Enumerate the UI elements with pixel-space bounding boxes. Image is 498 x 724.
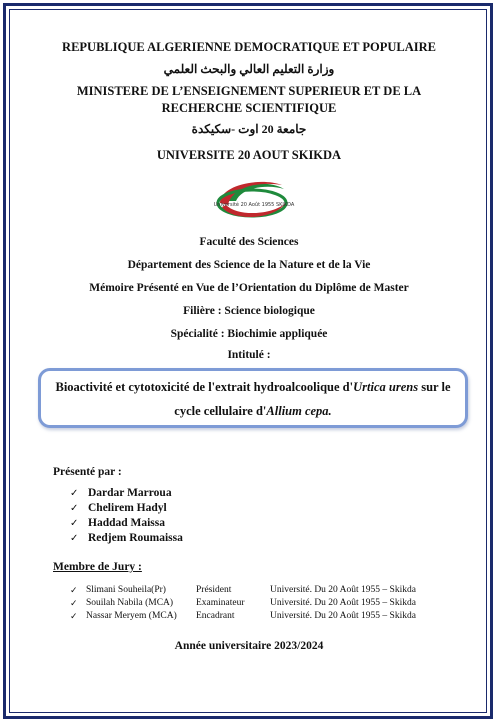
- check-icon: ✓: [70, 488, 79, 499]
- check-icon: ✓: [70, 611, 78, 621]
- check-icon: ✓: [70, 585, 78, 595]
- table-row: [70, 597, 470, 610]
- check-icon: ✓: [70, 533, 79, 544]
- filiere: Filière : Science biologique: [183, 305, 315, 317]
- ministry-line-1: MINISTERE DE L’ENSEIGNEMENT SUPERIEUR ET DE LA: [76, 84, 422, 98]
- jury-member-name: Nassar Meryem (MCA): [86, 611, 177, 621]
- authors-list: [70, 486, 183, 546]
- republic-heading: REPUBLIQUE ALGERIENNE DEMOCRATIQUE ET POPULAIRE: [62, 40, 436, 54]
- jury-member-university: Université. Du 20 Août 1955 – Skikda: [270, 585, 416, 595]
- list-item: [70, 516, 183, 531]
- jury-member-name: Souilah Nabila (MCA): [86, 598, 174, 608]
- department: Département des Science de la Nature et de la Vie: [127, 259, 371, 271]
- check-icon: ✓: [70, 518, 79, 529]
- author-name: Haddad Maissa: [88, 517, 166, 529]
- ministry-arabic: وزارة التعليم العالي والبحث العلمي: [163, 62, 335, 76]
- thesis-title-box: [38, 368, 468, 428]
- jury-member-name: Slimani Souheila(Pr): [86, 585, 166, 595]
- author-name: Chelirem Hadyl: [88, 502, 167, 514]
- jury-table: [70, 584, 470, 623]
- title-species-2: Allium cepa.: [266, 404, 332, 418]
- logo-text: Université 20 Août 1955 SKIKDA: [213, 202, 295, 208]
- check-icon: ✓: [70, 598, 78, 608]
- author-name: Dardar Marroua: [88, 487, 172, 499]
- faculty: Faculté des Sciences: [199, 236, 299, 248]
- title-species-1: Urtica urens: [353, 380, 419, 394]
- university-name: UNIVERSITE 20 AOUT SKIKDA: [156, 148, 342, 162]
- ministry-line-2: RECHERCHE SCIENTIFIQUE: [161, 101, 337, 115]
- memoire-statement: Mémoire Présenté en Vue de l’Orientation du Diplôme de Master: [89, 282, 409, 294]
- table-row: [70, 584, 470, 597]
- jury-heading: Membre de Jury :: [53, 561, 142, 573]
- list-item: [70, 501, 183, 516]
- jury-member-role: Encadrant: [196, 611, 235, 621]
- presente-par-heading: Présenté par :: [53, 466, 122, 478]
- list-item: [70, 531, 183, 546]
- table-row: [70, 610, 470, 623]
- check-icon: ✓: [70, 503, 79, 514]
- jury-member-university: Université. Du 20 Août 1955 – Skikda: [270, 611, 416, 621]
- specialite: Spécialité : Biochimie appliquée: [170, 328, 328, 340]
- jury-member-university: Université. Du 20 Août 1955 – Skikda: [270, 598, 416, 608]
- title-part-1: Bioactivité et cytotoxicité de l'extrait hydroalcoolique d': [55, 380, 354, 394]
- university-logo-icon: [198, 175, 298, 223]
- intitule-label: Intitulé :: [227, 349, 271, 361]
- jury-member-role: Président: [196, 585, 232, 595]
- list-item: [70, 486, 183, 501]
- jury-member-role: Examinateur: [196, 598, 245, 608]
- university-arabic: جامعة 20 اوت -سكيكدة: [191, 122, 307, 136]
- author-name: Redjem Roumaissa: [88, 532, 183, 544]
- title-part-2: sur le cycle cellulaire d': [174, 380, 451, 418]
- academic-year: Année universitaire 2023/2024: [174, 640, 324, 652]
